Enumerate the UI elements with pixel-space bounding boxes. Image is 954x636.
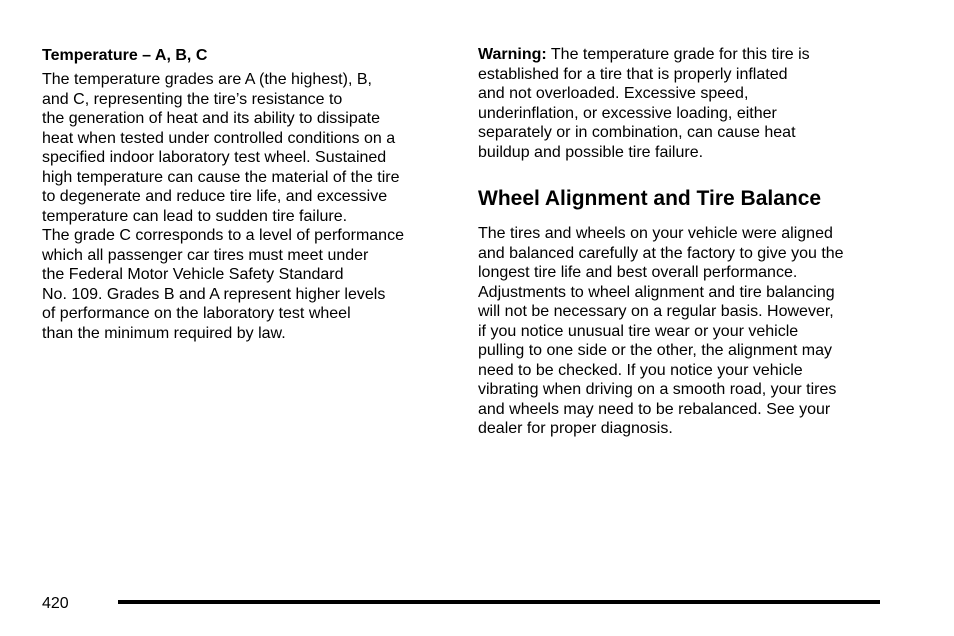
text-line: need to be checked. If you notice your vehicle [478,361,803,379]
section-title: Wheel Alignment and Tire Balance [478,187,822,210]
text-line: The tires and wheels on your vehicle were aligned [478,225,833,242]
text-line: buildup and possible tire failure. [478,143,704,161]
text-line: heat when tested under controlled conditions on a [42,129,396,147]
warning-block [478,45,883,162]
warning-first-line [478,45,883,65]
text-line: vibrating when driving on a smooth road, your tires [478,381,837,398]
warning-text: The temperature grade for this tire is [550,46,810,63]
text-line: of performance on the laboratory test wheel [42,305,351,322]
text-line: Adjustments to wheel alignment and tire balancing [478,283,835,301]
text-line: The temperature grades are A (the highest), B, [42,71,372,88]
text-line: and C, representing the tire’s resistance to [42,90,343,108]
text-line: than the minimum required by law. [42,324,286,342]
text-line: and balanced carefully at the factory to give you the [478,244,844,262]
text-line: specified indoor laboratory test wheel. Sustained [42,149,387,166]
page-number: 420 [42,595,69,612]
text-line: underinflation, or excessive loading, either [478,104,777,122]
text-line: temperature can lead to sudden tire failure. [42,207,348,225]
text-line: The grade C corresponds to a level of performance [42,227,404,244]
text-line: No. 109. Grades B and A represent higher levels [42,285,386,303]
temperature-paragraph [42,70,452,343]
text-line: the generation of heat and its ability to dissipate [42,110,380,127]
text-line: dealer for proper diagnosis. [478,420,673,437]
footer-rule [118,600,880,604]
text-line: to degenerate and reduce tire life, and excessive [42,188,388,205]
text-line: high temperature can cause the material of the tire [42,168,400,186]
text-line: will not be necessary on a regular basis. However, [478,303,834,320]
text-line: if you notice unusual tire wear or your vehicle [478,322,799,340]
temperature-heading: Temperature – A, B, C [42,47,208,64]
alignment-paragraph [478,224,883,439]
text-line: established for a tire that is properly inflated [478,65,788,83]
warning-label: Warning: [478,46,547,63]
text-line: the Federal Motor Vehicle Safety Standard [42,266,344,283]
text-line: separately or in combination, can cause heat [478,124,796,141]
text-line: longest tire life and best overall performance. [478,264,798,281]
text-line: which all passenger car tires must meet under [42,246,369,264]
text-line: and not overloaded. Excessive speed, [478,85,749,102]
text-line: and wheels may need to be rebalanced. See your [478,400,831,418]
left-column [42,45,452,343]
right-column [478,45,883,439]
text-line: pulling to one side or the other, the alignment may [478,342,832,359]
